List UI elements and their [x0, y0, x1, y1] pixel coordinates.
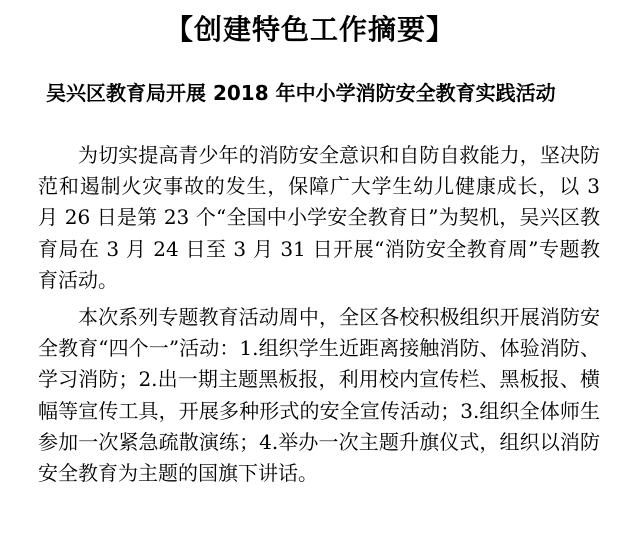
body-paragraph-1: 为切实提高青少年的消防安全意识和自防自救能力，坚决防范和遏制火灾事故的发生，保障广大学生幼儿健康成长，以 3 月 26 日是第 23 个“全国中小学安全教育日”为契机，吴兴区教育局在 3 月 24 日至 3 月 31 日开展“消防安全教育周”专题教育活动。	[38, 143, 600, 292]
article-heading: 吴兴区教育局开展 2018 年中小学消防安全教育实践活动	[46, 81, 556, 105]
page-title: 【创建特色工作摘要】	[164, 13, 455, 46]
body-paragraph-2: 本次系列专题教育活动周中，全区各校积极组织开展消防安全教育“四个一”活动：1.组织学生近距离接触消防、体验消防、学习消防；2.出一期主题黑板报，利用校内宣传栏、黑板报、横幅等宣传工具，开展多种形式的安全宣传活动；3.组织全体师生参加一次紧急疏散演练；4.举办一次主题升旗仪式，组织以消防安全教育为主题的国旗下讲话。	[38, 305, 600, 486]
